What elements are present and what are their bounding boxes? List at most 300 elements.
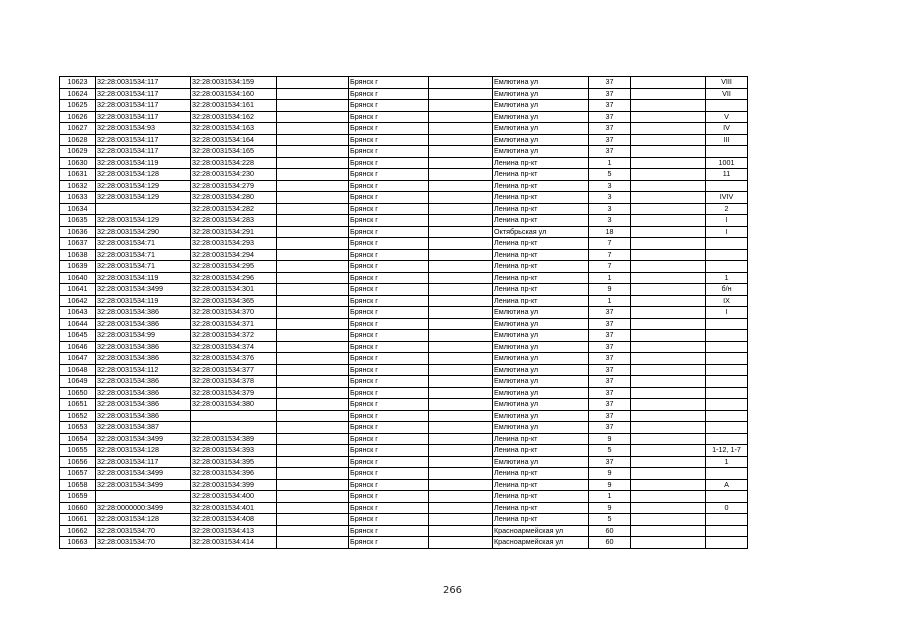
cell-cadastral-number: 32:28:0031534:380	[191, 399, 277, 411]
cell-parent-cadastral-number: 32:28:0031534:386	[96, 376, 191, 388]
cell-blank-col-9	[631, 261, 706, 273]
cell-house-number: 3	[589, 180, 631, 192]
cell-blank-col-9	[631, 100, 706, 112]
cell-blank-col-9	[631, 111, 706, 123]
cell-parent-cadastral-number: 32:28:0031534:117	[96, 146, 191, 158]
cell-blank-col-9	[631, 307, 706, 319]
cell-cadastral-number: 32:28:0031534:159	[191, 77, 277, 89]
cell-blank-col-6	[429, 284, 493, 296]
cell-house-number: 9	[589, 479, 631, 491]
cell-house-number: 37	[589, 330, 631, 342]
cell-cadastral-number: 32:28:0031534:401	[191, 502, 277, 514]
cell-street: Емлютина ул	[493, 399, 589, 411]
cadastral-register-table	[59, 76, 748, 549]
table-row	[60, 468, 748, 480]
cell-blank-col-4	[277, 226, 349, 238]
table-row	[60, 479, 748, 491]
cell-unit-number: VIII	[706, 77, 748, 89]
table-row	[60, 364, 748, 376]
cell-parent-cadastral-number: 32:28:0031534:71	[96, 261, 191, 273]
cell-city: Брянск г	[349, 157, 429, 169]
cell-blank-col-4	[277, 330, 349, 342]
cell-street: Ленина пр-кт	[493, 433, 589, 445]
cell-unit-number: б/н	[706, 284, 748, 296]
cell-city: Брянск г	[349, 376, 429, 388]
cell-record-number: 10653	[60, 422, 96, 434]
cell-parent-cadastral-number: 32:28:0000000:3499	[96, 502, 191, 514]
cell-record-number: 10633	[60, 192, 96, 204]
cell-parent-cadastral-number: 32:28:0031534:129	[96, 180, 191, 192]
cell-house-number: 37	[589, 111, 631, 123]
cell-unit-number	[706, 525, 748, 537]
cell-street: Ленина пр-кт	[493, 192, 589, 204]
cell-blank-col-4	[277, 261, 349, 273]
cell-city: Брянск г	[349, 318, 429, 330]
cell-record-number: 10623	[60, 77, 96, 89]
cell-record-number: 10657	[60, 468, 96, 480]
cell-house-number: 3	[589, 192, 631, 204]
cell-cadastral-number: 32:28:0031534:399	[191, 479, 277, 491]
cell-unit-number	[706, 387, 748, 399]
cell-blank-col-4	[277, 295, 349, 307]
cell-street: Емлютина ул	[493, 376, 589, 388]
table-row	[60, 410, 748, 422]
cell-blank-col-9	[631, 238, 706, 250]
cell-blank-col-9	[631, 123, 706, 135]
cell-street: Ленина пр-кт	[493, 295, 589, 307]
cell-street: Емлютина ул	[493, 123, 589, 135]
cell-cadastral-number: 32:28:0031534:280	[191, 192, 277, 204]
cell-blank-col-4	[277, 468, 349, 480]
cell-blank-col-6	[429, 157, 493, 169]
cell-unit-number: III	[706, 134, 748, 146]
cell-parent-cadastral-number: 32:28:0031534:119	[96, 295, 191, 307]
cell-blank-col-9	[631, 410, 706, 422]
cell-blank-col-9	[631, 376, 706, 388]
cell-city: Брянск г	[349, 410, 429, 422]
cell-city: Брянск г	[349, 445, 429, 457]
cell-unit-number	[706, 341, 748, 353]
cell-cadastral-number: 32:28:0031534:162	[191, 111, 277, 123]
cell-unit-number	[706, 100, 748, 112]
cell-blank-col-9	[631, 468, 706, 480]
cell-unit-number: 2	[706, 203, 748, 215]
cell-house-number: 3	[589, 203, 631, 215]
cell-blank-col-9	[631, 318, 706, 330]
cell-unit-number: IVIV	[706, 192, 748, 204]
cell-record-number: 10628	[60, 134, 96, 146]
table-row	[60, 123, 748, 135]
cell-record-number: 10641	[60, 284, 96, 296]
cell-unit-number: I	[706, 226, 748, 238]
cell-street: Ленина пр-кт	[493, 445, 589, 457]
cell-city: Брянск г	[349, 238, 429, 250]
cell-blank-col-9	[631, 157, 706, 169]
cell-unit-number: 0	[706, 502, 748, 514]
cell-city: Брянск г	[349, 364, 429, 376]
cell-parent-cadastral-number: 32:28:0031534:117	[96, 88, 191, 100]
cell-record-number: 10634	[60, 203, 96, 215]
table-row	[60, 157, 748, 169]
cell-blank-col-4	[277, 376, 349, 388]
cell-house-number: 7	[589, 238, 631, 250]
cell-blank-col-9	[631, 491, 706, 503]
cell-house-number: 60	[589, 525, 631, 537]
cell-city: Брянск г	[349, 226, 429, 238]
cell-street: Ленина пр-кт	[493, 215, 589, 227]
table-row	[60, 180, 748, 192]
cell-street: Емлютина ул	[493, 456, 589, 468]
table-row	[60, 295, 748, 307]
cell-street: Ленина пр-кт	[493, 157, 589, 169]
cell-cadastral-number: 32:28:0031534:295	[191, 261, 277, 273]
cell-blank-col-6	[429, 100, 493, 112]
cell-parent-cadastral-number	[96, 203, 191, 215]
cell-street: Ленина пр-кт	[493, 272, 589, 284]
cell-house-number: 1	[589, 272, 631, 284]
cell-house-number: 37	[589, 364, 631, 376]
cell-cadastral-number: 32:28:0031534:376	[191, 353, 277, 365]
cell-cadastral-number: 32:28:0031534:165	[191, 146, 277, 158]
cell-cadastral-number: 32:28:0031534:230	[191, 169, 277, 181]
cell-city: Брянск г	[349, 77, 429, 89]
cell-house-number: 7	[589, 261, 631, 273]
table-row	[60, 491, 748, 503]
cell-blank-col-4	[277, 111, 349, 123]
cell-city: Брянск г	[349, 111, 429, 123]
cell-cadastral-number: 32:28:0031534:372	[191, 330, 277, 342]
cell-parent-cadastral-number: 32:28:0031534:99	[96, 330, 191, 342]
cell-parent-cadastral-number: 32:28:0031534:386	[96, 318, 191, 330]
cell-unit-number: 1	[706, 456, 748, 468]
cell-unit-number: 1001	[706, 157, 748, 169]
cell-cadastral-number: 32:28:0031534:293	[191, 238, 277, 250]
cell-unit-number	[706, 410, 748, 422]
cell-city: Брянск г	[349, 399, 429, 411]
cell-unit-number: А	[706, 479, 748, 491]
cell-house-number: 1	[589, 491, 631, 503]
cell-blank-col-6	[429, 387, 493, 399]
cell-blank-col-4	[277, 180, 349, 192]
cell-parent-cadastral-number: 32:28:0031534:129	[96, 192, 191, 204]
cell-street: Ленина пр-кт	[493, 468, 589, 480]
cell-house-number: 37	[589, 387, 631, 399]
cell-street: Емлютина ул	[493, 422, 589, 434]
cell-blank-col-4	[277, 353, 349, 365]
cell-parent-cadastral-number: 32:28:0031534:3499	[96, 479, 191, 491]
cell-blank-col-9	[631, 353, 706, 365]
cell-unit-number	[706, 433, 748, 445]
cell-blank-col-9	[631, 295, 706, 307]
cell-record-number: 10654	[60, 433, 96, 445]
cell-cadastral-number: 32:28:0031534:283	[191, 215, 277, 227]
table-row	[60, 422, 748, 434]
cell-blank-col-4	[277, 422, 349, 434]
cell-house-number: 37	[589, 318, 631, 330]
cell-blank-col-6	[429, 203, 493, 215]
cell-city: Брянск г	[349, 307, 429, 319]
cell-city: Брянск г	[349, 295, 429, 307]
cell-blank-col-4	[277, 249, 349, 261]
cell-house-number: 5	[589, 514, 631, 526]
cell-blank-col-9	[631, 272, 706, 284]
cell-blank-col-9	[631, 180, 706, 192]
cell-blank-col-6	[429, 376, 493, 388]
cell-blank-col-9	[631, 433, 706, 445]
cell-unit-number	[706, 364, 748, 376]
cell-blank-col-6	[429, 226, 493, 238]
cell-record-number: 10629	[60, 146, 96, 158]
cell-blank-col-4	[277, 284, 349, 296]
cell-house-number: 37	[589, 100, 631, 112]
cell-blank-col-9	[631, 479, 706, 491]
cell-record-number: 10650	[60, 387, 96, 399]
cell-parent-cadastral-number: 32:28:0031534:128	[96, 169, 191, 181]
cell-parent-cadastral-number: 32:28:0031534:117	[96, 111, 191, 123]
cell-blank-col-4	[277, 77, 349, 89]
cell-unit-number: IV	[706, 123, 748, 135]
cell-blank-col-4	[277, 307, 349, 319]
cell-record-number: 10640	[60, 272, 96, 284]
cell-street: Емлютина ул	[493, 77, 589, 89]
cell-blank-col-6	[429, 445, 493, 457]
cell-house-number: 1	[589, 157, 631, 169]
cell-city: Брянск г	[349, 514, 429, 526]
cell-blank-col-4	[277, 445, 349, 457]
cell-blank-col-4	[277, 479, 349, 491]
cell-cadastral-number: 32:28:0031534:291	[191, 226, 277, 238]
cell-parent-cadastral-number: 32:28:0031534:93	[96, 123, 191, 135]
cell-street: Емлютина ул	[493, 318, 589, 330]
cell-record-number: 10630	[60, 157, 96, 169]
cell-parent-cadastral-number: 32:28:0031534:117	[96, 100, 191, 112]
cell-city: Брянск г	[349, 537, 429, 549]
cell-record-number: 10649	[60, 376, 96, 388]
cell-house-number: 1	[589, 295, 631, 307]
cell-blank-col-4	[277, 134, 349, 146]
cell-street: Октябрьская ул	[493, 226, 589, 238]
cell-cadastral-number	[191, 410, 277, 422]
cell-parent-cadastral-number: 32:28:0031534:386	[96, 353, 191, 365]
cell-blank-col-9	[631, 514, 706, 526]
cell-street: Ленина пр-кт	[493, 169, 589, 181]
cell-blank-col-6	[429, 318, 493, 330]
cell-record-number: 10625	[60, 100, 96, 112]
cell-blank-col-9	[631, 387, 706, 399]
cell-unit-number: V	[706, 111, 748, 123]
table-row	[60, 456, 748, 468]
cell-blank-col-6	[429, 169, 493, 181]
cell-blank-col-4	[277, 272, 349, 284]
cell-parent-cadastral-number: 32:28:0031534:71	[96, 249, 191, 261]
cell-record-number: 10652	[60, 410, 96, 422]
cell-parent-cadastral-number: 32:28:0031534:70	[96, 537, 191, 549]
cell-city: Брянск г	[349, 502, 429, 514]
cell-blank-col-4	[277, 238, 349, 250]
cell-blank-col-9	[631, 399, 706, 411]
cell-street: Емлютина ул	[493, 111, 589, 123]
cell-unit-number	[706, 261, 748, 273]
cell-cadastral-number: 32:28:0031534:377	[191, 364, 277, 376]
table-row	[60, 341, 748, 353]
cell-cadastral-number: 32:28:0031534:413	[191, 525, 277, 537]
cell-parent-cadastral-number: 32:28:0031534:119	[96, 157, 191, 169]
cell-city: Брянск г	[349, 341, 429, 353]
cell-house-number: 37	[589, 77, 631, 89]
cell-blank-col-6	[429, 111, 493, 123]
cell-cadastral-number: 32:28:0031534:371	[191, 318, 277, 330]
cell-record-number: 10635	[60, 215, 96, 227]
cell-record-number: 10639	[60, 261, 96, 273]
cell-record-number: 10638	[60, 249, 96, 261]
cell-blank-col-6	[429, 307, 493, 319]
cell-blank-col-9	[631, 88, 706, 100]
cell-house-number: 3	[589, 215, 631, 227]
cell-parent-cadastral-number: 32:28:0031534:386	[96, 399, 191, 411]
cell-parent-cadastral-number: 32:28:0031534:386	[96, 410, 191, 422]
cell-blank-col-9	[631, 330, 706, 342]
cell-parent-cadastral-number: 32:28:0031534:70	[96, 525, 191, 537]
cell-cadastral-number: 32:28:0031534:408	[191, 514, 277, 526]
cell-unit-number: VII	[706, 88, 748, 100]
cell-record-number: 10644	[60, 318, 96, 330]
cell-blank-col-6	[429, 295, 493, 307]
cell-city: Брянск г	[349, 422, 429, 434]
cell-cadastral-number: 32:28:0031534:393	[191, 445, 277, 457]
cell-blank-col-4	[277, 502, 349, 514]
cell-parent-cadastral-number: 32:28:0031534:117	[96, 77, 191, 89]
cell-city: Брянск г	[349, 180, 429, 192]
cell-blank-col-9	[631, 249, 706, 261]
cell-blank-col-6	[429, 491, 493, 503]
cell-blank-col-6	[429, 422, 493, 434]
table-row	[60, 445, 748, 457]
cell-parent-cadastral-number: 32:28:0031534:117	[96, 134, 191, 146]
cell-blank-col-4	[277, 399, 349, 411]
cell-blank-col-6	[429, 525, 493, 537]
cell-street: Ленина пр-кт	[493, 180, 589, 192]
table-row	[60, 111, 748, 123]
cell-blank-col-9	[631, 422, 706, 434]
cell-blank-col-6	[429, 123, 493, 135]
cell-cadastral-number	[191, 422, 277, 434]
cell-unit-number	[706, 514, 748, 526]
table-row	[60, 77, 748, 89]
cell-street: Ленина пр-кт	[493, 261, 589, 273]
cell-house-number: 37	[589, 307, 631, 319]
cell-cadastral-number: 32:28:0031534:395	[191, 456, 277, 468]
cell-cadastral-number: 32:28:0031534:296	[191, 272, 277, 284]
table-row	[60, 146, 748, 158]
cell-record-number: 10632	[60, 180, 96, 192]
cell-blank-col-4	[277, 100, 349, 112]
cell-cadastral-number: 32:28:0031534:378	[191, 376, 277, 388]
cell-cadastral-number: 32:28:0031534:282	[191, 203, 277, 215]
cell-street: Ленина пр-кт	[493, 203, 589, 215]
cell-street: Емлютина ул	[493, 330, 589, 342]
cell-cadastral-number: 32:28:0031534:160	[191, 88, 277, 100]
table-row	[60, 203, 748, 215]
cell-city: Брянск г	[349, 261, 429, 273]
cell-blank-col-9	[631, 134, 706, 146]
cell-cadastral-number: 32:28:0031534:374	[191, 341, 277, 353]
cell-city: Брянск г	[349, 272, 429, 284]
cell-city: Брянск г	[349, 525, 429, 537]
cell-city: Брянск г	[349, 353, 429, 365]
cell-blank-col-4	[277, 491, 349, 503]
cell-unit-number	[706, 318, 748, 330]
table-row	[60, 307, 748, 319]
cell-unit-number	[706, 491, 748, 503]
cell-cadastral-number: 32:28:0031534:400	[191, 491, 277, 503]
cell-city: Брянск г	[349, 169, 429, 181]
cell-cadastral-number: 32:28:0031534:389	[191, 433, 277, 445]
cell-blank-col-4	[277, 318, 349, 330]
cell-record-number: 10626	[60, 111, 96, 123]
cell-record-number: 10631	[60, 169, 96, 181]
cell-blank-col-9	[631, 502, 706, 514]
cell-parent-cadastral-number: 32:28:0031534:112	[96, 364, 191, 376]
cell-parent-cadastral-number: 32:28:0031534:3499	[96, 433, 191, 445]
table-row	[60, 318, 748, 330]
cell-unit-number	[706, 399, 748, 411]
cell-blank-col-9	[631, 203, 706, 215]
cell-parent-cadastral-number: 32:28:0031534:128	[96, 514, 191, 526]
cell-blank-col-9	[631, 284, 706, 296]
cell-house-number: 5	[589, 445, 631, 457]
cell-house-number: 9	[589, 433, 631, 445]
cell-house-number: 37	[589, 123, 631, 135]
cell-unit-number	[706, 180, 748, 192]
cell-city: Брянск г	[349, 479, 429, 491]
cell-parent-cadastral-number: 32:28:0031534:71	[96, 238, 191, 250]
table-row	[60, 169, 748, 181]
cell-record-number: 10662	[60, 525, 96, 537]
cell-house-number: 37	[589, 399, 631, 411]
table-row	[60, 376, 748, 388]
cell-city: Брянск г	[349, 146, 429, 158]
cell-parent-cadastral-number: 32:28:0031534:129	[96, 215, 191, 227]
cell-blank-col-6	[429, 353, 493, 365]
cell-parent-cadastral-number: 32:28:0031534:3499	[96, 468, 191, 480]
cell-parent-cadastral-number: 32:28:0031534:386	[96, 307, 191, 319]
cell-city: Брянск г	[349, 203, 429, 215]
cell-blank-col-9	[631, 215, 706, 227]
cell-blank-col-9	[631, 525, 706, 537]
cell-street: Емлютина ул	[493, 353, 589, 365]
cell-city: Брянск г	[349, 123, 429, 135]
table-row	[60, 192, 748, 204]
cell-blank-col-6	[429, 479, 493, 491]
cell-record-number: 10627	[60, 123, 96, 135]
cell-unit-number: I	[706, 307, 748, 319]
cell-blank-col-4	[277, 514, 349, 526]
table-row	[60, 88, 748, 100]
cell-blank-col-4	[277, 456, 349, 468]
cell-house-number: 37	[589, 422, 631, 434]
cell-city: Брянск г	[349, 456, 429, 468]
cell-house-number: 37	[589, 88, 631, 100]
cell-blank-col-6	[429, 146, 493, 158]
cell-unit-number	[706, 468, 748, 480]
cell-blank-col-6	[429, 364, 493, 376]
cell-unit-number	[706, 249, 748, 261]
cell-house-number: 37	[589, 376, 631, 388]
cell-cadastral-number: 32:28:0031534:164	[191, 134, 277, 146]
cell-blank-col-6	[429, 341, 493, 353]
cell-house-number: 9	[589, 284, 631, 296]
cell-unit-number: 1	[706, 272, 748, 284]
